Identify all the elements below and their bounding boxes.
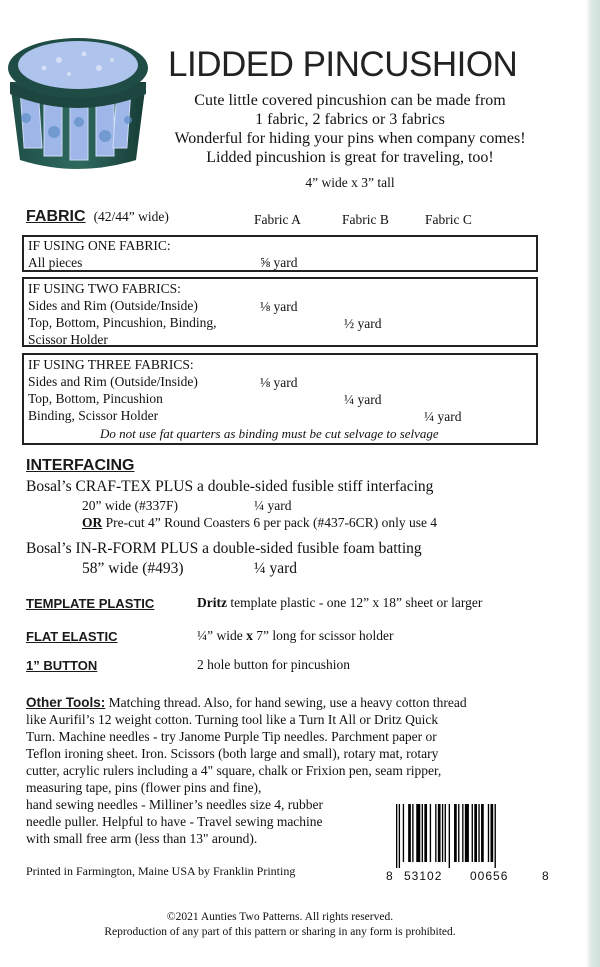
barcode-bar: [445, 804, 446, 862]
other-tools-line: [26, 694, 467, 711]
barcode-bar: [495, 804, 496, 868]
other-tools-line: cutter, acrylic rulers including a 4" square, chalk or Frixion pen, seam ripper,: [26, 763, 442, 778]
one-fabric-box: [22, 235, 538, 272]
two-fabrics-row2-b: ½ yard: [344, 316, 382, 331]
barcode-bar: [458, 804, 459, 862]
intro-line: Cute little covered pincushion can be made from: [194, 92, 506, 109]
two-fabrics-box: [22, 277, 538, 347]
copyright: ©2021 Aunties Two Patterns. All rights reserved.: [166, 911, 394, 923]
barcode-bar: [478, 804, 479, 862]
button-text: 2 hole button for pincushion: [197, 657, 350, 672]
two-fabrics-title: IF USING TWO FABRICS:: [28, 281, 181, 296]
barcode-bar: [430, 804, 431, 862]
printed-by: Printed in Farmington, Maine USA by Franklin Printing: [26, 864, 296, 878]
two-fabrics-row1-label: Sides and Rim (Outside/Inside): [28, 298, 198, 313]
fabric-width-note: (42/44” wide): [93, 209, 169, 224]
three-fabrics-title: IF USING THREE FABRICS:: [28, 357, 194, 372]
page-title: LIDDED PINCUSHION: [168, 45, 518, 84]
barcode-bar: [462, 804, 463, 862]
flat-elastic-length: 7” long for scissor holder: [252, 628, 394, 643]
barcode-bar: [424, 804, 427, 862]
barcode-digit-left: 8: [386, 869, 394, 883]
one-fabric-title: IF USING ONE FABRIC:: [28, 238, 171, 253]
other-tools-line: needle puller. Helpful to have - Travel sewing machine: [26, 814, 323, 829]
barcode-bar: [399, 804, 400, 868]
barcode-bar: [422, 804, 423, 862]
barcode-bar: [465, 804, 469, 862]
other-tools-line: like Aurifil’s 12 weight cotton. Turning tool like a Turn It All or Dritz Quick: [26, 712, 439, 727]
barcode-bar: [403, 804, 404, 862]
barcode-bar: [474, 804, 477, 862]
button-heading: 1” BUTTON: [26, 658, 98, 673]
barcode-bar: [412, 804, 413, 862]
fabric-header: [26, 208, 169, 226]
inrform-amount: ¼ yard: [254, 560, 298, 577]
two-fabrics-row1-a: ⅛ yard: [260, 299, 298, 314]
intro-text: [150, 91, 550, 167]
reproduction-notice: Reproduction of any part of this pattern or sharing in any form is prohibited.: [104, 926, 456, 938]
or-word: OR: [82, 515, 103, 530]
craftex-alt-text: Pre-cut 4” Round Coasters 6 per pack (#437-6CR) only use 4: [102, 515, 438, 530]
three-fabrics-row3-c: ¼ yard: [424, 409, 462, 424]
intro-line: Wonderful for hiding your pins when company comes!: [174, 130, 526, 147]
barcode-bar: [449, 804, 450, 868]
three-fabrics-row1-a: ⅛ yard: [260, 375, 298, 390]
one-fabric-a-amount: ⅝ yard: [260, 255, 298, 270]
barcode-bar: [416, 804, 420, 862]
other-tools-line: Teflon ironing sheet. Iron. Scissors (both large and small), rotary mat, rotary: [26, 746, 439, 761]
fabric-heading: FABRIC: [26, 208, 86, 225]
barcode-bar: [472, 804, 473, 862]
column-fabric-b: Fabric B: [342, 212, 389, 227]
craftex-amount: ¼ yard: [254, 498, 292, 513]
other-tools-line: measuring tape, pins (flower pins and fine),: [26, 780, 262, 795]
other-tools-line: hand sewing needles - Milliner’s needles size 4, rubber: [26, 797, 324, 812]
three-fabrics-box: [22, 353, 538, 445]
craftex-width: 20” wide (#337F): [82, 498, 178, 513]
flat-elastic-heading: FLAT ELASTIC: [26, 629, 118, 644]
barcode-bar: [435, 804, 436, 862]
inrform-line: Bosal’s IN-R-FORM PLUS a double-sided fusible foam batting: [26, 540, 422, 557]
craftex-line: Bosal’s CRAF-TEX PLUS a double-sided fusible stiff interfacing: [26, 478, 434, 495]
three-fabrics-row1-label: Sides and Rim (Outside/Inside): [28, 374, 198, 389]
template-plastic-text: [197, 595, 482, 611]
two-fabrics-row2-label: Top, Bottom, Pincushion, Binding,: [28, 315, 217, 330]
three-fabrics-row2-label: Top, Bottom, Pincushion: [28, 391, 163, 406]
one-fabric-label: All pieces: [28, 255, 83, 270]
barcode-bar: [488, 804, 489, 862]
intro-line: 1 fabric, 2 fabrics or 3 fabrics: [255, 111, 445, 128]
intro-line: Lidded pincushion is great for traveling, too!: [206, 149, 494, 166]
column-fabric-c: Fabric C: [425, 212, 472, 227]
barcode-bar: [396, 804, 397, 868]
barcode-bar: [491, 804, 494, 862]
barcode-digits-group2: 00656: [470, 869, 509, 883]
barcode-bar: [454, 804, 457, 862]
three-fabrics-row3-label: Binding, Scissor Holder: [28, 408, 159, 423]
other-tools-heading: Other Tools:: [26, 695, 106, 710]
dimensions: 4” wide x 3” tall: [305, 175, 395, 190]
flat-elastic-text: [197, 628, 393, 644]
other-tools-line: with small free arm (less than 13" around).: [26, 831, 258, 846]
flat-elastic-x: x: [246, 628, 253, 643]
barcode: [396, 804, 536, 868]
barcode-bar: [438, 804, 441, 862]
two-fabrics-row3-label: Scissor Holder: [28, 332, 108, 347]
pincushion-photo: [4, 32, 152, 174]
interfacing-heading: INTERFACING: [26, 457, 135, 474]
barcode-bar: [481, 804, 484, 862]
flat-elastic-width: ¼” wide: [197, 628, 247, 643]
craftex-alternative: [82, 515, 437, 531]
template-plastic-heading: TEMPLATE PLASTIC: [26, 596, 155, 611]
barcode-digits-group1: 53102: [404, 869, 443, 883]
template-plastic-desc: template plastic - one 12” x 18” sheet or larger: [226, 595, 483, 610]
other-tools-text: Matching thread. Also, for hand sewing, use a heavy cotton thread: [105, 695, 467, 710]
page-edge-shadow: [586, 0, 600, 967]
barcode-bar: [408, 804, 411, 862]
inrform-width: 58” wide (#493): [82, 560, 184, 577]
barcode-bar: [442, 804, 443, 862]
barcode-digit-right: 8: [542, 869, 550, 883]
fat-quarter-note: Do not use fat quarters as binding must be cut selvage to selvage: [100, 426, 439, 441]
column-fabric-a: Fabric A: [254, 212, 301, 227]
other-tools-line: Turn. Machine needles - try Janome Purple Tip needles. Parchment paper or: [26, 729, 437, 744]
template-plastic-brand: Dritz: [197, 595, 227, 610]
three-fabrics-row2-b: ¼ yard: [344, 392, 382, 407]
